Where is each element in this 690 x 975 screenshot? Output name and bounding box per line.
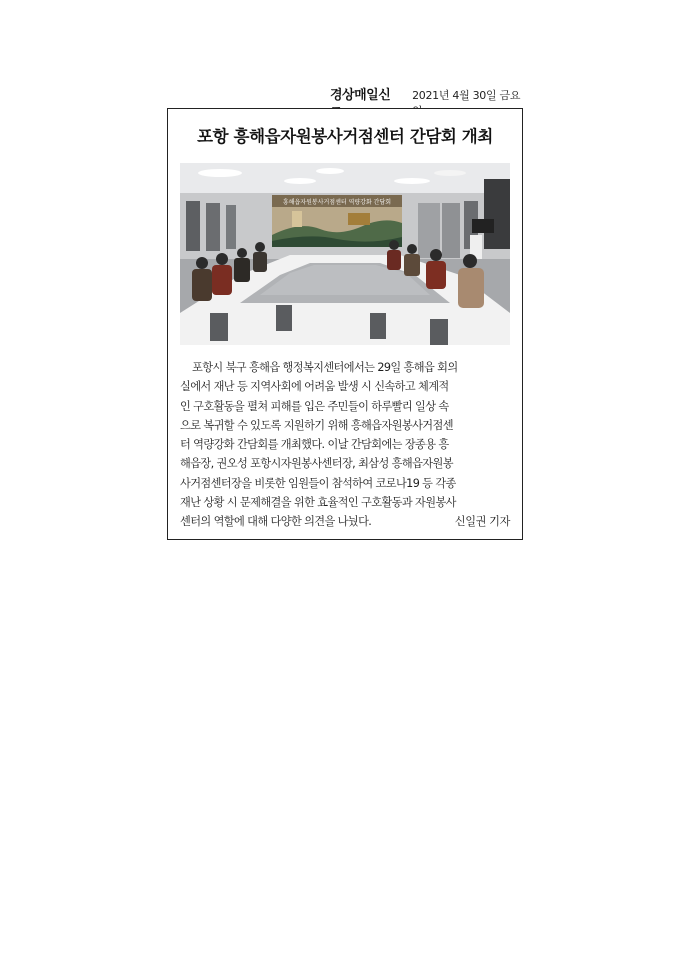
publication-date: 2021년 4월 30일 금요 [412,89,521,102]
article-photo [180,163,510,345]
newspaper-header [330,84,530,104]
article-headline: 포항 흥해읍자원봉사거점센터 간담회 개최 [197,127,493,146]
body-line: 센터의 역할에 대해 다양한 의견을 나눴다. [180,515,372,529]
body-line: 실에서 재난 등 지역사회에 어려움 발생 시 신속하고 체계적 [180,380,449,394]
body-line: 사거점센터장을 비롯한 임원들이 참석하여 코로나19 등 각종 [180,476,456,490]
body-line: 인 구호활동을 펼쳐 피해를 입은 주민들이 하루빨리 일상 속 [180,399,449,413]
body-line: 재난 상황 시 문제해결을 위한 효율적인 구호활동과 자원봉사 [180,496,456,510]
newspaper-name: 경상매일신 [330,88,391,103]
article-byline: 신일권 기자 [454,515,510,528]
banner-text: 흥해읍자원봉사거점센터 역량강화 간담회 [282,199,392,206]
body-line: 해읍장, 권오성 포항시자원봉사센터장, 최삼성 흥해읍자원봉 [180,457,453,471]
article-body [180,358,512,532]
body-line: 포항시 북구 흥해읍 행정복지센터에서는 29일 흥해읍 회의 [192,361,458,374]
body-line: 터 역량강화 간담회를 개최했다. 이날 간담회에는 장종용 흥 [180,438,449,452]
body-line: 으로 복귀할 수 있도록 지원하기 위해 흥해읍자원봉사거점센 [180,418,453,432]
article-clipping [167,108,523,540]
